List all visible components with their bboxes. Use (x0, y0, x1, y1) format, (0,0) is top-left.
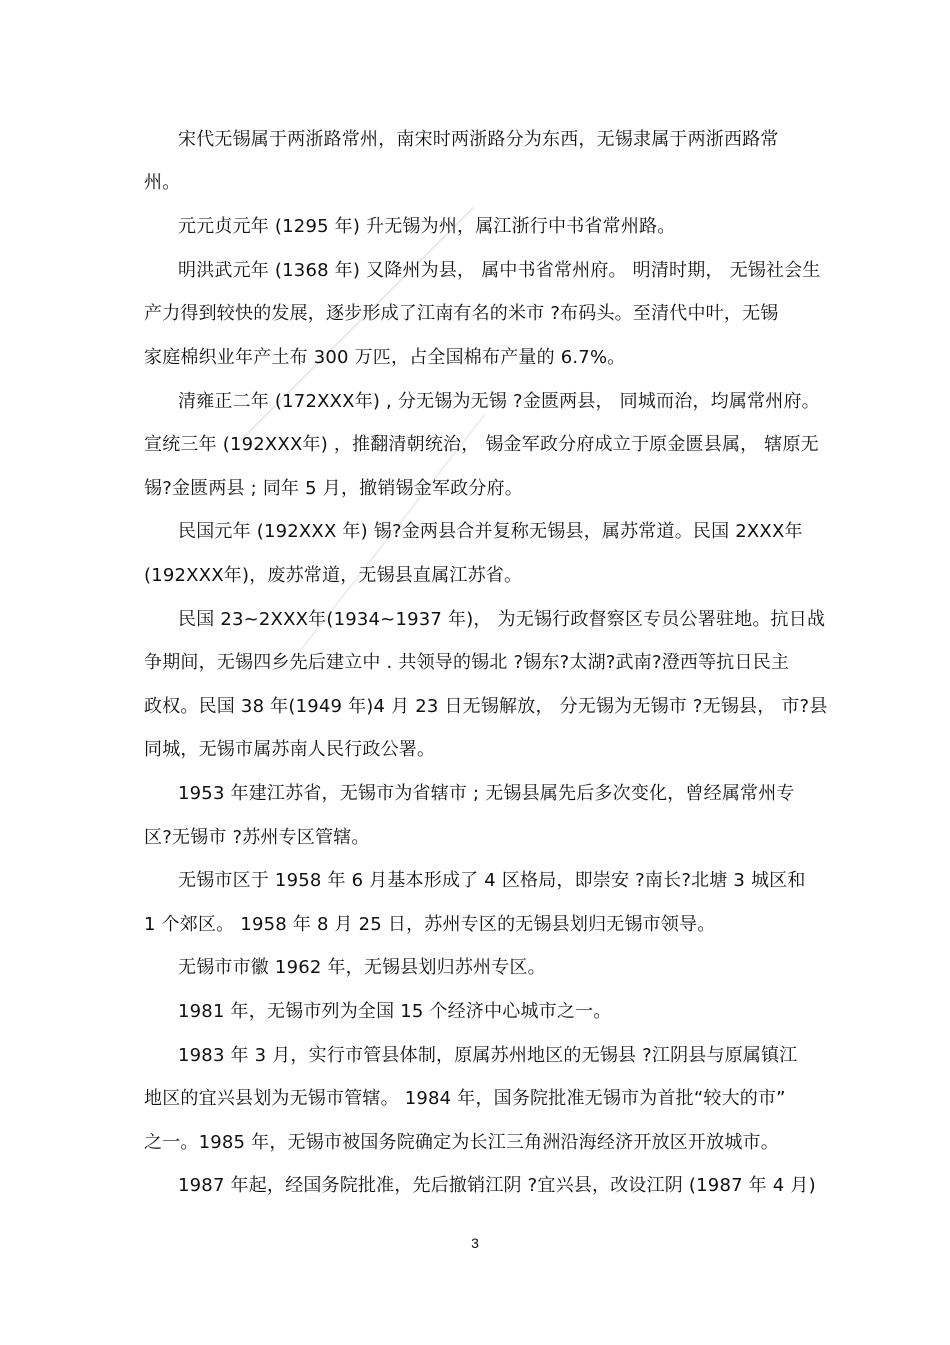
text-line: 锡?金匮两县 ; 同年 5 月，撤销锡金军政分府。 (144, 478, 523, 499)
text-line: 元元贞元年 (1295 年) 升无锡为州，属江浙行中书省常州路。 (178, 216, 676, 237)
text-line: 民国元年 (192XXX 年) 锡?金两县合并复称无锡县，属苏常道。民国 2XXX年 (178, 521, 803, 542)
text-line: 1987 年起，经国务院批准，先后撤销江阴 ?宜兴县，改设江阴 (1987 年 4 月) (178, 1175, 816, 1196)
text-line: 无锡市区于 1958 年 6 月基本形成了 4 区格局，即崇安 ?南长?北塘 3 城区和 (178, 870, 806, 891)
text-line: 之一。1985 年，无锡市被国务院确定为长江三角洲沿海经济开放区开放城市。 (144, 1132, 779, 1153)
text-line: 家庭棉织业年产土布 300 万匹，占全国棉布产量的 6.7%。 (144, 347, 626, 368)
text-line: 1981 年，无锡市列为全国 15 个经济中心城市之一。 (178, 1001, 612, 1022)
text-line: 产力得到较快的发展，逐步形成了江南有名的米市 ?布码头。至清代中叶，无锡 (144, 303, 779, 324)
text-line: 1 个郊区。 1958 年 8 月 25 日，苏州专区的无锡县划归无锡市领导。 (144, 914, 716, 935)
text-line: 政权。民国 38 年(1949 年)4 月 23 日无锡解放， 分无锡为无锡市 ?无锡县， 市?县 (144, 696, 828, 717)
text-line: 1983 年 3 月，实行市管县体制，原属苏州地区的无锡县 ?江阴县与原属镇江 (178, 1045, 798, 1066)
text-line: 无锡市市徽 1962 年，无锡县划归苏州专区。 (178, 957, 546, 978)
text-line: 民国 23~2XXX年(1934~1937 年)， 为无锡行政督察区专员公署驻地。抗日战 (178, 609, 826, 630)
text-line: 同城，无锡市属苏南人民行政公署。 (144, 739, 436, 760)
text-line: 明洪武元年 (1368 年) 又降州为县， 属中书省常州府。 明清时期， 无锡社会生 (178, 260, 821, 281)
text-line: 宋代无锡属于两浙路常州，南宋时两浙路分为东西，无锡隶属于两浙西路常 (178, 129, 779, 150)
text-line: 宣统三年 (192XXX年) ，推翻清朝统治， 锡金军政分府成立于原金匮县属， 辖原无 (144, 434, 819, 455)
text-line: 区?无锡市 ?苏州专区管辖。 (144, 827, 370, 848)
text-line: 1953 年建江苏省，无锡市为省辖市 ; 无锡县属先后多次变化，曾经属常州专 (178, 783, 795, 804)
text-line: 清雍正二年 (172XXX年) , 分无锡为无锡 ?金匮两县， 同城而治，均属常州府。 (178, 391, 820, 412)
text-line: (192XXX年)，废苏常道，无锡县直属江苏省。 (144, 565, 523, 586)
text-line: 争期间，无锡四乡先后建立中 . 共领导的锡北 ?锡东?太湖?武南?澄西等抗日民主 (144, 652, 790, 673)
page-number: 3 (471, 1235, 479, 1251)
text-line: 地区的宜兴县划为无锡市管辖。 1984 年，国务院批准无锡市为首批“较大的市” (144, 1088, 786, 1109)
text-line: 州。 (144, 172, 181, 193)
